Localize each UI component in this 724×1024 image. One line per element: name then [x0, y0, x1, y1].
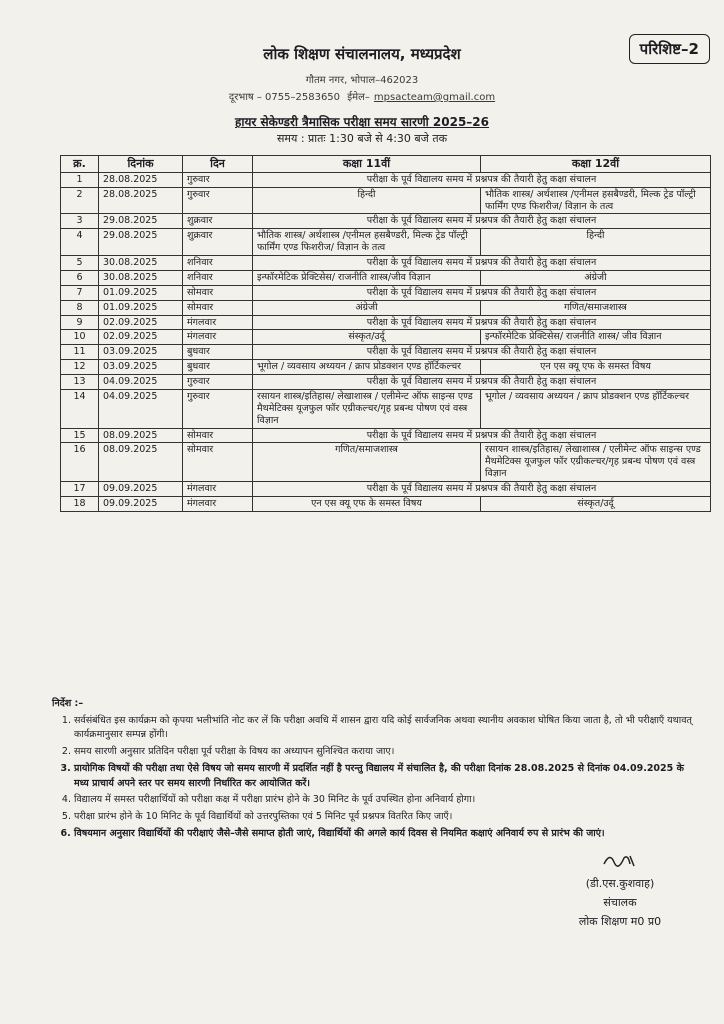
instruction-item: 2. समय सारणी अनुसार प्रतिदिन परीक्षा पूर्व परीक्षा के विषय का अध्यापन सुनिश्चित कराया जाए।	[74, 745, 692, 760]
cell-preparation-note: परीक्षा के पूर्व विद्यालय समय में प्रश्नपत्र की तैयारी हेतु कक्षा संचालन	[253, 214, 711, 229]
cell-day: शनिवार	[183, 270, 253, 285]
table-row	[61, 256, 711, 271]
cell-day: शुक्रवार	[183, 214, 253, 229]
cell-class-11-subject: इन्फॉरमेटिक प्रेक्टिसेस/ राजनीति शास्त्र/जीव विज्ञान	[253, 270, 481, 285]
cell-day: गुरुवार	[183, 172, 253, 187]
phone-text: दूरभाष – 0755–2583650	[228, 92, 341, 103]
timetable-title: हायर सेकेण्डरी त्रैमासिक परीक्षा समय सारणी 2025–26	[234, 115, 490, 129]
cell-day: मंगलवार	[183, 330, 253, 345]
cell-date: 03.09.2025	[99, 360, 183, 375]
email-text: mpsacteam@gmail.com	[373, 92, 496, 103]
appendix-badge: परिशिष्ट–2	[629, 34, 710, 64]
cell-class-12-subject: रसायन शास्त्र/इतिहास/ लेखाशास्त्र / एलीमेन्ट ऑफ साइन्स एण्ड मैथमेटिक्स यूजफुल फॉर एग्रीकल्चर/गृह प्रबन्ध पोषण एवं वस्त्र विज्ञान	[481, 443, 711, 482]
cell-preparation-note: परीक्षा के पूर्व विद्यालय समय में प्रश्नपत्र की तैयारी हेतु कक्षा संचालन	[253, 482, 711, 497]
cell-date: 01.09.2025	[99, 300, 183, 315]
instruction-item: 6. विषयमान अनुसार विद्यार्थियों की परीक्षाएं जैसे–जैसे समाप्त होती जाएं, विद्यार्थियों की अगले कार्य दिवस से नियमित कक्षाएं अनिवार्य रुप से प्रारंभ की जाएं।	[74, 827, 692, 842]
table-row	[61, 214, 711, 229]
instructions-list	[52, 714, 692, 842]
signatory-office: लोक शिक्षण म0 प्र0	[578, 915, 662, 928]
table-header-row	[61, 156, 711, 173]
table-row	[61, 389, 711, 428]
cell-day: मंगलवार	[183, 496, 253, 511]
contact-line	[0, 89, 724, 103]
cell-serial: 3	[61, 214, 99, 229]
table-row	[61, 375, 711, 390]
cell-class-11-subject: भूगोल / व्यवसाय अध्ययन / क्राप प्रोडक्शन एण्ड हॉर्टिकल्चर	[253, 360, 481, 375]
cell-day: मंगलवार	[183, 315, 253, 330]
cell-class-12-subject: संस्कृत/उर्दू	[481, 496, 711, 511]
cell-class-12-subject: एन एस क्यू एफ के समस्त विषय	[481, 360, 711, 375]
cell-day: गुरुवार	[183, 389, 253, 428]
cell-preparation-note: परीक्षा के पूर्व विद्यालय समय में प्रश्नपत्र की तैयारी हेतु कक्षा संचालन	[253, 428, 711, 443]
cell-class-12-subject: भौतिक शास्त्र/ अर्थशास्त्र /एनीमल हसबैण्डरी, मिल्क ट्रेड पॉल्ट्री फार्मिंग एण्ड फिशरीज/ विज्ञान के तत्व	[481, 187, 711, 214]
signature-block	[540, 850, 700, 933]
cell-day: सोमवार	[183, 285, 253, 300]
cell-serial: 16	[61, 443, 99, 482]
cell-preparation-note: परीक्षा के पूर्व विद्यालय समय में प्रश्नपत्र की तैयारी हेतु कक्षा संचालन	[253, 172, 711, 187]
table-row	[61, 300, 711, 315]
instruction-item: 3. प्रायोगिक विषयों की परीक्षा तथा ऐसे विषय जो समय सारणी में प्रदर्शित नहीं है परन्तु विद्यालय में संचालित है, की परीक्षा दिनांक 28.08.2025 से दिनांक 04.09.2025 के मध्य प्राचार्य अपने स्तर पर समय सारणी निर्धारित कर आयोजित करें।	[74, 762, 692, 791]
cell-serial: 15	[61, 428, 99, 443]
table-row	[61, 360, 711, 375]
cell-date: 02.09.2025	[99, 330, 183, 345]
table-row	[61, 496, 711, 511]
cell-day: बुधवार	[183, 345, 253, 360]
organization-title: लोक शिक्षण संचालनालय, मध्यप्रदेश	[263, 45, 461, 63]
cell-date: 04.09.2025	[99, 389, 183, 428]
cell-date: 02.09.2025	[99, 315, 183, 330]
cell-serial: 7	[61, 285, 99, 300]
table-row	[61, 285, 711, 300]
signature-mark	[540, 850, 700, 872]
cell-date: 08.09.2025	[99, 443, 183, 482]
cell-day: गुरुवार	[183, 187, 253, 214]
cell-class-11-subject: संस्कृत/उर्दू	[253, 330, 481, 345]
table-row	[61, 172, 711, 187]
cell-serial: 5	[61, 256, 99, 271]
instructions	[52, 697, 692, 843]
cell-class-11-subject: रसायन शास्त्र/इतिहास/ लेखाशास्त्र / एलीमेन्ट ऑफ साइन्स एण्ड मैथमेटिक्स यूजफुल फॉर एग्रीकल्चर/गृह प्रबन्ध पोषण एवं वस्त्र विज्ञान	[253, 389, 481, 428]
cell-serial: 18	[61, 496, 99, 511]
cell-day: शनिवार	[183, 256, 253, 271]
header-serial: क्र.	[61, 156, 99, 173]
cell-serial: 10	[61, 330, 99, 345]
cell-preparation-note: परीक्षा के पूर्व विद्यालय समय में प्रश्नपत्र की तैयारी हेतु कक्षा संचालन	[253, 345, 711, 360]
cell-day: मंगलवार	[183, 482, 253, 497]
table-row	[61, 187, 711, 214]
cell-day: सोमवार	[183, 428, 253, 443]
instructions-heading: निर्देश :–	[52, 698, 84, 709]
header-date: दिनांक	[99, 156, 183, 173]
cell-date: 09.09.2025	[99, 496, 183, 511]
cell-class-12-subject: गणित/समाजशास्त्र	[481, 300, 711, 315]
cell-serial: 8	[61, 300, 99, 315]
cell-date: 30.08.2025	[99, 256, 183, 271]
header-class-12: कक्षा 12वीं	[481, 156, 711, 173]
cell-class-11-subject: गणित/समाजशास्त्र	[253, 443, 481, 482]
cell-class-12-subject: अंग्रेजी	[481, 270, 711, 285]
cell-serial: 14	[61, 389, 99, 428]
table-row	[61, 270, 711, 285]
cell-day: सोमवार	[183, 300, 253, 315]
cell-serial: 13	[61, 375, 99, 390]
cell-preparation-note: परीक्षा के पूर्व विद्यालय समय में प्रश्नपत्र की तैयारी हेतु कक्षा संचालन	[253, 375, 711, 390]
cell-serial: 12	[61, 360, 99, 375]
exam-time: समय : प्रातः 1:30 बजे से 4:30 बजे तक	[276, 132, 448, 145]
cell-class-12-subject: हिन्दी	[481, 229, 711, 256]
cell-day: शुक्रवार	[183, 229, 253, 256]
cell-date: 28.08.2025	[99, 187, 183, 214]
signatory-name: (डी.एस.कुशवाह)	[585, 877, 655, 890]
table-body	[61, 172, 711, 511]
email-label: ईमेल–	[347, 92, 370, 103]
cell-date: 01.09.2025	[99, 285, 183, 300]
header-class-11: कक्षा 11वीं	[253, 156, 481, 173]
cell-serial: 4	[61, 229, 99, 256]
signatory-designation: संचालक	[603, 896, 637, 909]
cell-class-12-subject: इन्फॉरमेटिक प्रेक्टिसेस/ राजनीति शास्त्र/ जीव विज्ञान	[481, 330, 711, 345]
cell-date: 09.09.2025	[99, 482, 183, 497]
cell-date: 08.09.2025	[99, 428, 183, 443]
cell-class-11-subject: भौतिक शास्त्र/ अर्थशास्त्र /एनीमल हसबैण्डरी, मिल्क ट्रेड पॉल्ट्री फार्मिंग एण्ड फिशरीज/ विज्ञान के तत्व	[253, 229, 481, 256]
cell-class-12-subject: भूगोल / व्यवसाय अध्ययन / क्राप प्रोडक्शन एण्ड हॉर्टिकल्चर	[481, 389, 711, 428]
cell-day: सोमवार	[183, 443, 253, 482]
cell-date: 29.08.2025	[99, 214, 183, 229]
cell-serial: 1	[61, 172, 99, 187]
cell-date: 30.08.2025	[99, 270, 183, 285]
cell-serial: 9	[61, 315, 99, 330]
cell-date: 28.08.2025	[99, 172, 183, 187]
cell-date: 03.09.2025	[99, 345, 183, 360]
exam-timetable	[60, 155, 711, 512]
cell-preparation-note: परीक्षा के पूर्व विद्यालय समय में प्रश्नपत्र की तैयारी हेतु कक्षा संचालन	[253, 256, 711, 271]
cell-date: 29.08.2025	[99, 229, 183, 256]
table-row	[61, 482, 711, 497]
table-row	[61, 428, 711, 443]
header-day: दिन	[183, 156, 253, 173]
cell-serial: 2	[61, 187, 99, 214]
address-line: गौतम नगर, भोपाल–462023	[305, 75, 419, 86]
cell-day: गुरुवार	[183, 375, 253, 390]
cell-preparation-note: परीक्षा के पूर्व विद्यालय समय में प्रश्नपत्र की तैयारी हेतु कक्षा संचालन	[253, 285, 711, 300]
instruction-item: 4. विद्यालय में समस्त परीक्षार्थियों को परीक्षा कक्ष में परीक्षा प्रारंभ होने के 30 मिनिट के पूर्व उपस्थित होना अनिवार्य होगा।	[74, 793, 692, 808]
table-row	[61, 229, 711, 256]
cell-serial: 11	[61, 345, 99, 360]
cell-preparation-note: परीक्षा के पूर्व विद्यालय समय में प्रश्नपत्र की तैयारी हेतु कक्षा संचालन	[253, 315, 711, 330]
cell-class-11-subject: एन एस क्यू एफ के समस्त विषय	[253, 496, 481, 511]
cell-day: बुधवार	[183, 360, 253, 375]
cell-serial: 6	[61, 270, 99, 285]
table-row	[61, 315, 711, 330]
table-row	[61, 330, 711, 345]
table-row	[61, 345, 711, 360]
table-row	[61, 443, 711, 482]
cell-class-11-subject: अंग्रेजी	[253, 300, 481, 315]
instruction-item: 5. परीक्षा प्रारंभ होने के 10 मिनिट के पूर्व विद्यार्थियों को उत्तरपुस्तिका एवं 5 मिनिट पूर्व प्रश्नपत्र वितरित किए जाएँ।	[74, 810, 692, 825]
instruction-item: 1. सर्वसंबंधित इस कार्यक्रम को कृपया भलीभांति नोट कर लें कि परीक्षा अवधि में शासन द्वारा यदि कोई सार्वजनिक अथवा स्थानीय अवकाश घोषित किया जाता है, तो भी परीक्षाएँ यथावत् कार्यक्रमानुसार सम्पन्न होंगी।	[74, 714, 692, 743]
cell-serial: 17	[61, 482, 99, 497]
cell-class-11-subject: हिन्दी	[253, 187, 481, 214]
cell-date: 04.09.2025	[99, 375, 183, 390]
